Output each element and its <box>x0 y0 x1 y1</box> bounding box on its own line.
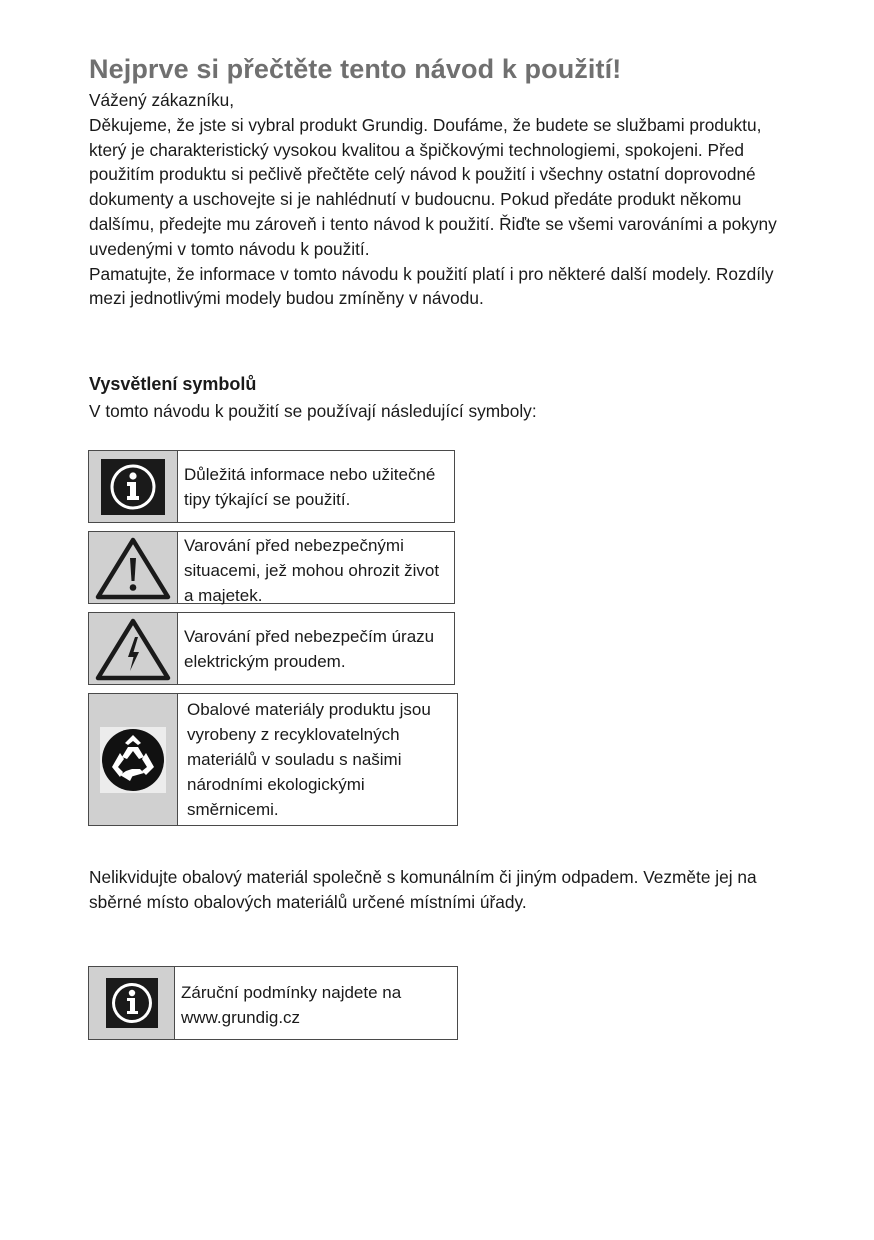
symbol-box-warranty <box>88 966 458 1040</box>
symbol-text-recycle: Obalové materiály produktu jsou vyrobeny z recyklovatelných materiálů v souladu s našimi národními ekologickými směrnicemi. <box>187 700 431 819</box>
symbol-text-warning: Varování před nebezpečnými situacemi, jež mohou ohrozit život a majetek. <box>184 536 440 605</box>
disposal-note: Nelikvidujte obalový materiál společně s komunálním či jiným odpadem. Vezměte jej na sběrné místo obalových materiálů určené místními úřady. <box>89 867 757 912</box>
models-note: Pamatujte, že informace v tomto návodu k použití platí i pro některé další modely. Rozdíly mezi jednotlivými modely budou zmíněny v návodu. <box>89 263 774 309</box>
symbol-box-electric <box>88 612 455 685</box>
symbol-text-electric: Varování před nebezpečím úrazu elektrickým proudem. <box>184 627 435 671</box>
symbols-section-description: V tomto návodu k použití se používají následující symboly: <box>89 401 537 421</box>
warning-icon <box>89 532 178 603</box>
intro-section <box>89 88 794 311</box>
symbols-section-title: Vysvětlení symbolů <box>89 374 257 394</box>
recycle-icon <box>89 694 178 825</box>
symbol-box-info <box>88 450 455 523</box>
warranty-text: Záruční podmínky najdete na www.grundig.cz <box>181 983 402 1027</box>
symbol-box-warning <box>88 531 455 604</box>
info-icon <box>89 967 175 1039</box>
info-icon <box>89 451 178 522</box>
intro-paragraph: Děkujeme, že jste si vybral produkt Grundig. Doufáme, že budete se službami produktu, který je charakteristický vysokou kvalitou a špičkovými technologiemi, spokojeni. Před použitím produktu si pečlivě přečtěte celý návod k použití i všechny ostatní doprovodné dokumenty a uschovejte si je nahlédnutí v budoucnu. Pokud předáte produkt někomu dalšímu, předejte mu zároveň i tento návod k použití. Řiďte se všemi varováními a pokyny uvedenými v tomto návodu k použití. <box>89 114 777 259</box>
electric-shock-icon <box>89 613 178 684</box>
symbol-text-info: Důležitá informace nebo užitečné tipy týkající se použití. <box>184 465 436 509</box>
symbol-box-recycle <box>88 693 458 826</box>
page-title: Nejprve si přečtěte tento návod k použití! <box>89 54 622 84</box>
greeting: Vážený zákazníku, <box>89 90 235 110</box>
